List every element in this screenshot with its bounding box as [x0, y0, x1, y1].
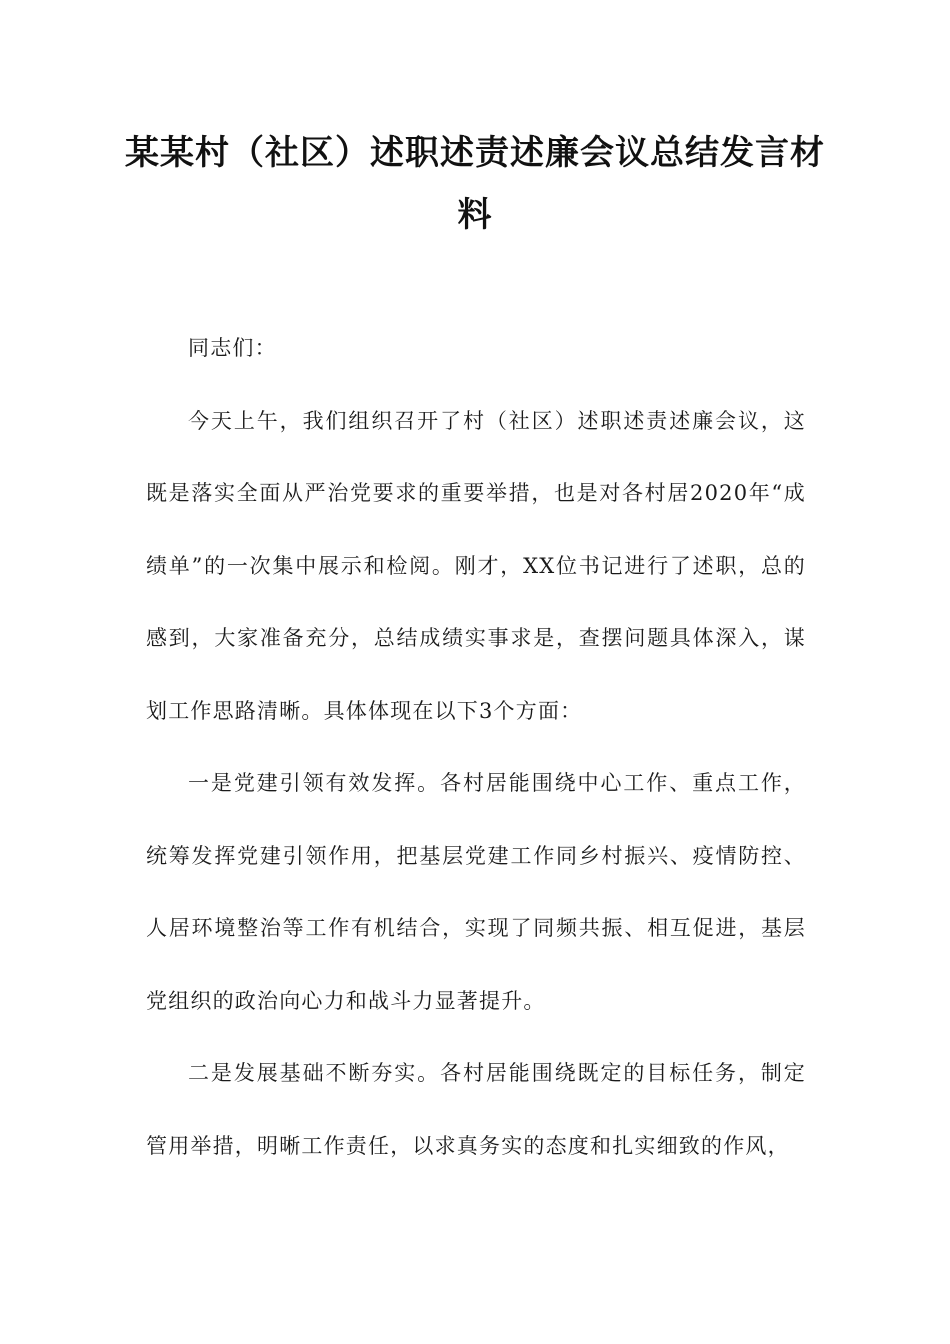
paragraph-point-one: 一是党建引领有效发挥。各村居能围绕中心工作、重点工作，统筹发挥党建引领作用，把基层党建工作同乡村振兴、疫情防控、人居环境整治等工作有机结合，实现了同频共振、相互促进，基层党组织的政治向心力和战斗力显著提升。 [146, 771, 806, 1013]
document-title: 某某村（社区）述职述责述廉会议总结发言材料 [125, 133, 825, 235]
document-body [146, 312, 806, 1182]
paragraph-point-two: 二是发展基础不断夯实。各村居能围绕既定的目标任务，制定管用举措，明晰工作责任，以求真务实的态度和扎实细致的作风， [146, 1061, 806, 1158]
salutation: 同志们： [188, 336, 277, 360]
paragraph-intro: 今天上午，我们组织召开了村（社区）述职述责述廉会议，这既是落实全面从严治党要求的重要举措，也是对各村居2020年“成绩单”的一次集中展示和检阅。刚才，XX位书记进行了述职，总的感到，大家准备充分，总结成绩实事求是，查摆问题具体深入，谋划工作思路清晰。具体体现在以下3个方面： [146, 408, 806, 723]
